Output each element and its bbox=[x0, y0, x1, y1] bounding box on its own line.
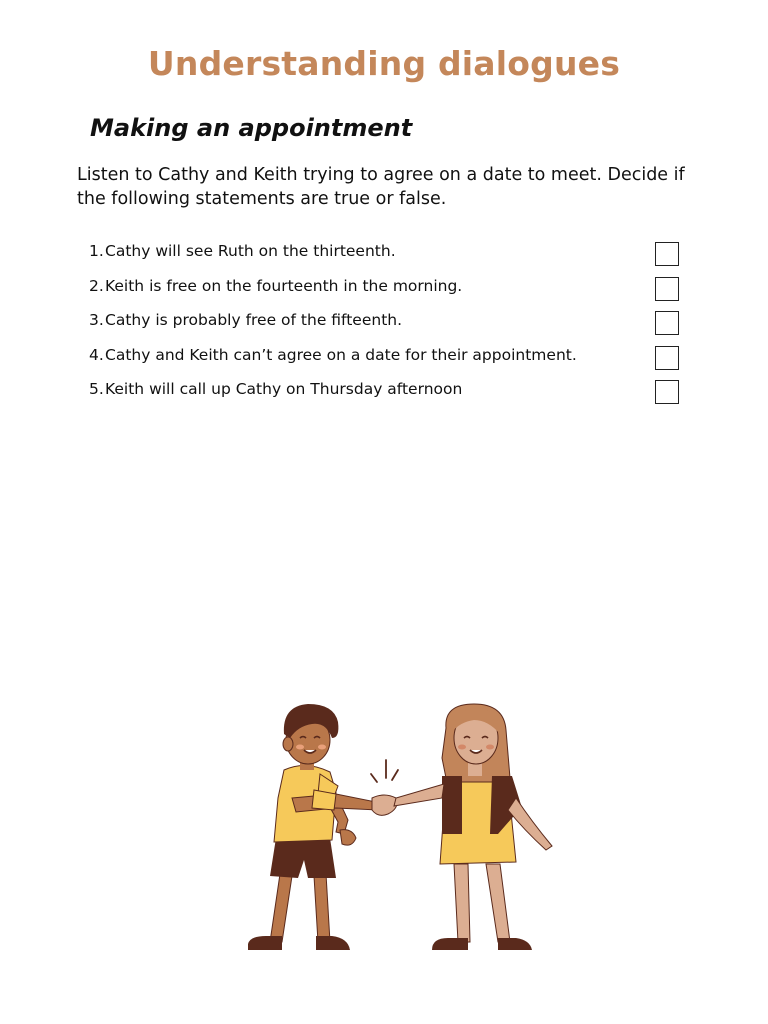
statement-item bbox=[89, 238, 689, 273]
statement-number: 4. bbox=[89, 345, 104, 364]
statement-text: Cathy is probably free of the fifteenth. bbox=[105, 311, 403, 329]
true-false-checkbox[interactable] bbox=[655, 242, 679, 266]
boy-figure bbox=[248, 704, 378, 950]
true-false-checkbox[interactable] bbox=[655, 346, 679, 370]
statement-item bbox=[89, 376, 689, 411]
statement-number: 5. bbox=[89, 380, 104, 398]
statement-text: Keith is free on the fourteenth in the morning. bbox=[105, 276, 463, 295]
statement-number: 2. bbox=[89, 276, 104, 295]
statement-number: 3. bbox=[89, 311, 104, 329]
statement-item bbox=[89, 307, 689, 342]
statement-text: Keith will call up Cathy on Thursday afternoon bbox=[105, 380, 463, 398]
statement-number: 1. bbox=[89, 242, 104, 260]
statement-text: Cathy will see Ruth on the thirteenth. bbox=[105, 242, 396, 260]
instructions-text: Listen to Cathy and Keith trying to agree on a date to meet. Decide if the following statements are true or false. bbox=[77, 165, 685, 209]
true-false-checkbox[interactable] bbox=[655, 311, 679, 335]
section-subtitle: Making an appointment bbox=[90, 114, 413, 142]
joined-hands bbox=[372, 795, 397, 815]
girl-figure bbox=[394, 704, 552, 950]
statement-item bbox=[89, 273, 689, 308]
statement-item bbox=[89, 342, 689, 377]
handshake-illustration bbox=[236, 698, 560, 956]
sparkle-lines bbox=[371, 760, 398, 782]
statement-text: Cathy and Keith can’t agree on a date for their appointment. bbox=[105, 345, 577, 364]
true-false-checkbox[interactable] bbox=[655, 277, 679, 301]
true-false-checkbox[interactable] bbox=[655, 380, 679, 404]
statement-list bbox=[89, 238, 689, 411]
page-title: Understanding dialogues bbox=[147, 44, 621, 83]
